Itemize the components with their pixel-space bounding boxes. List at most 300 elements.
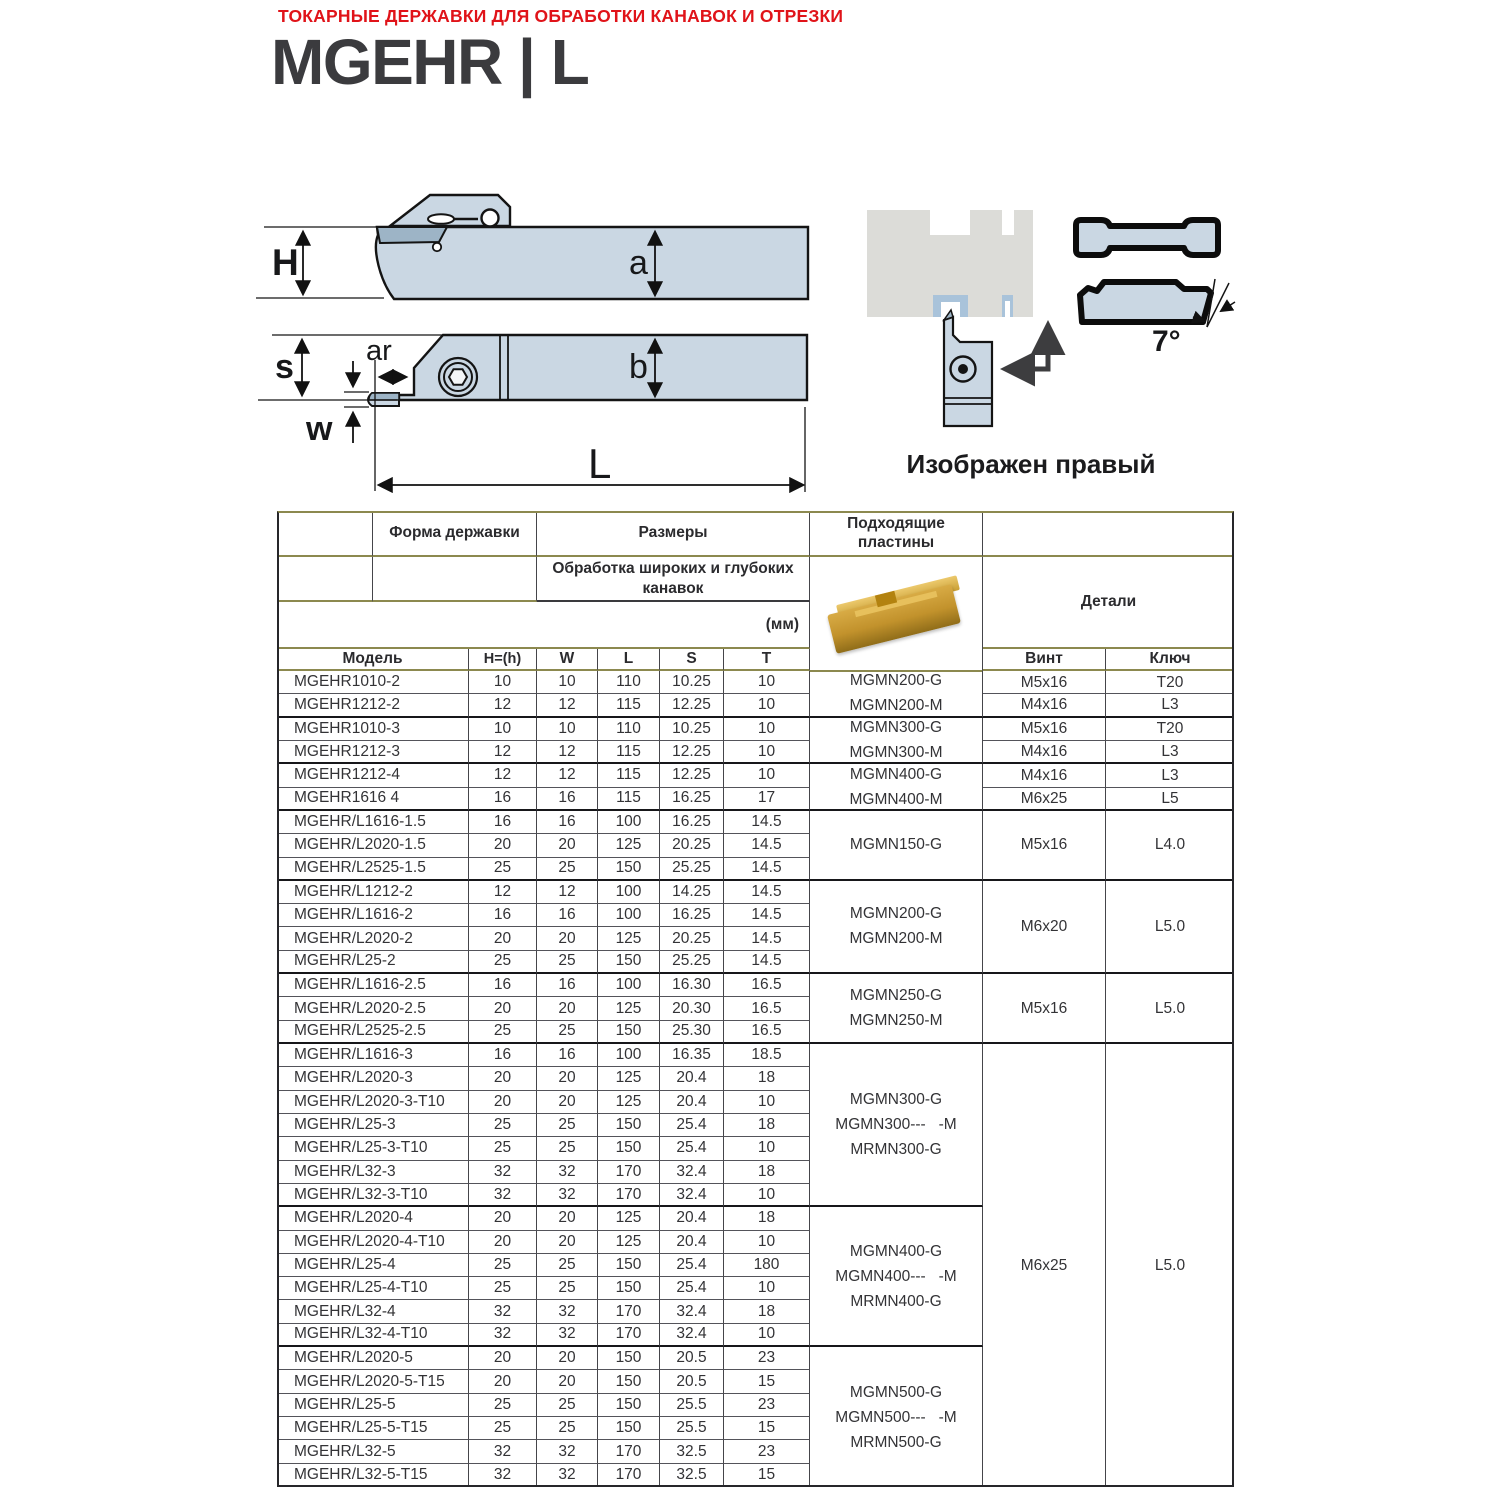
cell-s: 16.30: [660, 974, 724, 997]
cell-t: 14.5: [724, 834, 810, 857]
cell-model: MGEHR/L2020-4: [277, 1207, 469, 1230]
cell-w: 32: [537, 1440, 598, 1463]
cell-w: 20: [537, 834, 598, 857]
cell-w: 20: [537, 1207, 598, 1230]
cell-h: 25: [469, 1277, 537, 1300]
cell-model: MGEHR1212-4: [277, 764, 469, 787]
cell-t: 10: [724, 1277, 810, 1300]
cell-w: 20: [537, 1370, 598, 1393]
cell-l: 170: [598, 1161, 660, 1184]
screw-cell: M5x16: [983, 718, 1106, 741]
header-form: Форма державки: [373, 511, 537, 557]
cell-w: 20: [537, 1347, 598, 1370]
cell-h: 16: [469, 904, 537, 927]
cell-t: 18: [724, 1207, 810, 1230]
cell-t: 18: [724, 1300, 810, 1323]
cell-w: 16: [537, 788, 598, 811]
cell-h: 20: [469, 1207, 537, 1230]
plate-line: MGMN500--- -M: [835, 1408, 957, 1426]
cell-l: 125: [598, 1067, 660, 1090]
cell-t: 18: [724, 1161, 810, 1184]
cell-t: 18: [724, 1114, 810, 1137]
cell-model: MGEHR/L2020-4-T10: [277, 1231, 469, 1254]
cell-h: 12: [469, 881, 537, 904]
cell-w: 25: [537, 858, 598, 881]
cell-s: 25.5: [660, 1417, 724, 1440]
key-cell: L3: [1106, 764, 1234, 787]
cell-w: 12: [537, 881, 598, 904]
cell-l: 170: [598, 1324, 660, 1347]
cell-model: MGEHR/L1616-1.5: [277, 811, 469, 834]
cell-h: 12: [469, 694, 537, 717]
cell-h: 20: [469, 1231, 537, 1254]
dim-label-H: H: [272, 242, 299, 283]
dim-label-b: b: [629, 348, 648, 386]
cell-w: 25: [537, 1021, 598, 1044]
cell-model: MGEHR/L1616-3: [277, 1044, 469, 1067]
cell-s: 25.25: [660, 951, 724, 974]
plates-cell: [810, 718, 983, 765]
cell-t: 14.5: [724, 904, 810, 927]
cell-h: 25: [469, 1417, 537, 1440]
screw-cell: M6x25: [983, 788, 1106, 811]
key-cell: L3: [1106, 741, 1234, 764]
cell-model: MGEHR/L32-5: [277, 1440, 469, 1463]
cell-h: 32: [469, 1440, 537, 1463]
cell-l: 115: [598, 741, 660, 764]
dim-label-a: a: [629, 244, 648, 282]
plate-line: MGMN400--- -M: [835, 1267, 957, 1285]
cell-h: 25: [469, 1254, 537, 1277]
cell-s: 12.25: [660, 694, 724, 717]
cell-s: 20.5: [660, 1370, 724, 1393]
cell-s: 32.4: [660, 1161, 724, 1184]
cell-model: MGEHR1212-3: [277, 741, 469, 764]
cell-l: 125: [598, 1091, 660, 1114]
screw-cell: M6x20: [983, 881, 1106, 974]
cell-s: 32.4: [660, 1324, 724, 1347]
cell-l: 150: [598, 1277, 660, 1300]
cell-s: 14.25: [660, 881, 724, 904]
cell-l: 150: [598, 1394, 660, 1417]
cell-l: 150: [598, 1347, 660, 1370]
plates-cell: [810, 1347, 983, 1487]
key-cell: L4.0: [1106, 811, 1234, 881]
cell-t: 180: [724, 1254, 810, 1277]
cell-l: 125: [598, 1231, 660, 1254]
dim-label-ar: ar: [366, 335, 392, 367]
cell-t: 16.5: [724, 1021, 810, 1044]
cell-s: 25.25: [660, 858, 724, 881]
cell-h: 16: [469, 811, 537, 834]
header-s: S: [660, 649, 724, 671]
plate-line: MGMN400-G: [849, 765, 943, 783]
cell-l: 115: [598, 764, 660, 787]
cell-l: 170: [598, 1440, 660, 1463]
screw-cell: M5x16: [983, 671, 1106, 694]
screw-cell: M4x16: [983, 764, 1106, 787]
cell-t: 15: [724, 1370, 810, 1393]
dim-label-L: L: [588, 440, 612, 487]
header-details: Детали: [983, 557, 1234, 649]
header-model: Модель: [277, 649, 469, 671]
cell-model: MGEHR/L32-3: [277, 1161, 469, 1184]
cell-w: 16: [537, 974, 598, 997]
header-empty-cell: [373, 557, 537, 602]
spec-table: [277, 511, 1234, 1487]
cell-t: 10: [724, 1137, 810, 1160]
cell-w: 16: [537, 1044, 598, 1067]
cell-t: 10: [724, 741, 810, 764]
cell-w: 25: [537, 1394, 598, 1417]
cell-h: 10: [469, 718, 537, 741]
cell-w: 10: [537, 671, 598, 694]
cell-w: 25: [537, 1137, 598, 1160]
cell-h: 25: [469, 1114, 537, 1137]
cell-w: 12: [537, 764, 598, 787]
cell-model: MGEHR/L32-4-T10: [277, 1324, 469, 1347]
cell-model: MGEHR/L25-4-T10: [277, 1277, 469, 1300]
table-header: [277, 511, 1234, 671]
cell-s: 32.5: [660, 1440, 724, 1463]
cell-model: MGEHR/L2525-2.5: [277, 1021, 469, 1044]
cell-h: 32: [469, 1300, 537, 1323]
cell-model: MGEHR/L32-4: [277, 1300, 469, 1323]
plate-line: MGMN400-G: [849, 1242, 943, 1260]
cell-w: 20: [537, 1091, 598, 1114]
cell-model: MGEHR/L25-5-T15: [277, 1417, 469, 1440]
cell-s: 16.25: [660, 788, 724, 811]
plate-line: MRMN400-G: [850, 1292, 942, 1310]
cell-s: 20.30: [660, 997, 724, 1020]
plates-cell: [810, 764, 983, 811]
key-cell: T20: [1106, 718, 1234, 741]
screw-cell: M5x16: [983, 811, 1106, 881]
header-empty-cell: [277, 511, 373, 557]
cell-h: 12: [469, 764, 537, 787]
cell-l: 115: [598, 788, 660, 811]
screw-cell: M5x16: [983, 974, 1106, 1044]
header-sizes: Размеры: [537, 511, 810, 557]
cell-l: 150: [598, 1417, 660, 1440]
cell-s: 12.25: [660, 764, 724, 787]
cell-t: 10: [724, 1184, 810, 1207]
cell-l: 150: [598, 951, 660, 974]
plate-line: MGMN300-G: [849, 1091, 943, 1109]
cell-l: 125: [598, 927, 660, 950]
cell-s: 25.4: [660, 1137, 724, 1160]
cell-t: 10: [724, 1091, 810, 1114]
header-sub-sizes: Обработка широких и глубоких канавок: [537, 557, 810, 602]
cell-t: 14.5: [724, 951, 810, 974]
cell-w: 32: [537, 1300, 598, 1323]
header-screw: Винт: [983, 649, 1106, 671]
header-empty-cell: [277, 557, 373, 602]
plate-line: MGMN200-M: [849, 697, 943, 715]
cell-t: 17: [724, 788, 810, 811]
direction-arrows-icon: [1007, 327, 1048, 369]
cell-h: 25: [469, 1137, 537, 1160]
cell-w: 20: [537, 997, 598, 1020]
cell-model: MGEHR/L1616-2: [277, 904, 469, 927]
cell-s: 20.5: [660, 1347, 724, 1370]
cell-s: 25.4: [660, 1277, 724, 1300]
cell-h: 20: [469, 997, 537, 1020]
plate-line: MGMN500-G: [849, 1383, 943, 1401]
cell-t: 14.5: [724, 858, 810, 881]
cell-t: 14.5: [724, 881, 810, 904]
parting-tool-figure: [944, 310, 992, 426]
cell-t: 10: [724, 1324, 810, 1347]
cell-w: 20: [537, 927, 598, 950]
cell-l: 150: [598, 1137, 660, 1160]
plate-line: MGMN150-G: [849, 836, 943, 854]
cell-model: MGEHR1212-2: [277, 694, 469, 717]
cell-w: 16: [537, 904, 598, 927]
plates-cell: [810, 811, 983, 881]
table-body-grid: [277, 671, 1234, 1487]
cell-t: 14.5: [724, 811, 810, 834]
cell-l: 110: [598, 671, 660, 694]
cell-h: 32: [469, 1324, 537, 1347]
plate-line: MRMN300-G: [850, 1141, 942, 1159]
cell-l: 150: [598, 1021, 660, 1044]
screw-cell: M4x16: [983, 741, 1106, 764]
cell-l: 100: [598, 1044, 660, 1067]
cell-s: 20.4: [660, 1067, 724, 1090]
cell-model: MGEHR/L1616-2.5: [277, 974, 469, 997]
cell-model: MGEHR/L2020-2: [277, 927, 469, 950]
cell-model: MGEHR1616 4: [277, 788, 469, 811]
page-title: MGEHR | L: [271, 26, 589, 98]
page-tagline: ТОКАРНЫЕ ДЕРЖАВКИ ДЛЯ ОБРАБОТКИ КАНАВОК И ОТРЕЗКИ: [278, 6, 844, 26]
cell-model: MGEHR1010-2: [277, 671, 469, 694]
screw-cell: M6x25: [983, 1044, 1106, 1487]
cell-t: 23: [724, 1394, 810, 1417]
insert-top-figure: [1076, 220, 1218, 255]
cell-t: 18.5: [724, 1044, 810, 1067]
cell-w: 25: [537, 1417, 598, 1440]
cell-l: 100: [598, 974, 660, 997]
cell-w: 20: [537, 1231, 598, 1254]
cell-s: 20.4: [660, 1091, 724, 1114]
plate-line: MGMN200-M: [849, 930, 943, 948]
header-t: T: [724, 649, 810, 671]
cell-h: 20: [469, 1347, 537, 1370]
holder-top-view: [256, 195, 808, 299]
cell-w: 25: [537, 1114, 598, 1137]
cell-s: 12.25: [660, 741, 724, 764]
cell-w: 25: [537, 1254, 598, 1277]
cell-t: 15: [724, 1464, 810, 1487]
cell-s: 20.25: [660, 927, 724, 950]
key-cell: L5: [1106, 788, 1234, 811]
plates-cell: [810, 881, 983, 974]
plate-line: MGMN250-M: [849, 1012, 943, 1030]
cell-h: 20: [469, 1370, 537, 1393]
key-cell: T20: [1106, 671, 1234, 694]
cell-l: 125: [598, 834, 660, 857]
right-hand-caption: Изображен правый: [906, 449, 1156, 479]
cell-s: 16.25: [660, 904, 724, 927]
key-cell: L3: [1106, 694, 1234, 717]
cell-s: 20.4: [660, 1231, 724, 1254]
header-h: H=(h): [469, 649, 537, 671]
cell-l: 170: [598, 1464, 660, 1487]
plate-line: MGMN300--- -M: [835, 1116, 957, 1134]
cell-model: MGEHR1010-3: [277, 718, 469, 741]
plates-cell: [810, 974, 983, 1044]
plate-line: MGMN400-M: [849, 790, 943, 808]
cell-model: MGEHR/L25-3: [277, 1114, 469, 1137]
plates-cell: [810, 1044, 983, 1207]
cell-t: 10: [724, 718, 810, 741]
cell-model: MGEHR/L2020-5-T15: [277, 1370, 469, 1393]
relief-angle-label: 7°: [1152, 325, 1181, 358]
holder-bottom-view: [258, 335, 807, 492]
cell-t: 10: [724, 764, 810, 787]
cell-s: 25.5: [660, 1394, 724, 1417]
cell-t: 10: [724, 694, 810, 717]
cell-model: MGEHR/L32-3-T10: [277, 1184, 469, 1207]
insert-photo: [810, 557, 983, 672]
cell-l: 150: [598, 1370, 660, 1393]
key-cell: L5.0: [1106, 974, 1234, 1044]
cell-model: MGEHR/L32-5-T15: [277, 1464, 469, 1487]
plate-line: MRMN500-G: [850, 1433, 942, 1451]
cell-t: 18: [724, 1067, 810, 1090]
cell-model: MGEHR/L1212-2: [277, 881, 469, 904]
header-key: Ключ: [1106, 649, 1234, 671]
cell-s: 16.35: [660, 1044, 724, 1067]
cell-l: 125: [598, 997, 660, 1020]
cell-s: 10.25: [660, 671, 724, 694]
plates-cell: [810, 671, 983, 718]
plates-cell: [810, 1207, 983, 1347]
cell-model: MGEHR/L2525-1.5: [277, 858, 469, 881]
cell-h: 20: [469, 1067, 537, 1090]
cell-l: 100: [598, 904, 660, 927]
cell-l: 100: [598, 811, 660, 834]
cell-w: 20: [537, 1067, 598, 1090]
cell-t: 23: [724, 1440, 810, 1463]
cell-model: MGEHR/L2020-2.5: [277, 997, 469, 1020]
cell-model: MGEHR/L2020-1.5: [277, 834, 469, 857]
cell-h: 25: [469, 858, 537, 881]
cell-w: 32: [537, 1324, 598, 1347]
cell-s: 16.25: [660, 811, 724, 834]
cell-s: 32.4: [660, 1300, 724, 1323]
cell-w: 25: [537, 951, 598, 974]
header-units: (мм): [277, 602, 810, 649]
cell-w: 10: [537, 718, 598, 741]
cell-s: 25.4: [660, 1114, 724, 1137]
cell-h: 20: [469, 834, 537, 857]
cell-s: 10.25: [660, 718, 724, 741]
cell-l: 150: [598, 1114, 660, 1137]
cell-h: 16: [469, 788, 537, 811]
cell-l: 170: [598, 1184, 660, 1207]
cell-h: 16: [469, 974, 537, 997]
cell-s: 32.5: [660, 1464, 724, 1487]
plate-line: MGMN250-G: [849, 987, 943, 1005]
plate-line: MGMN300-M: [849, 743, 943, 761]
cell-s: 25.30: [660, 1021, 724, 1044]
cell-h: 20: [469, 927, 537, 950]
cell-h: 25: [469, 951, 537, 974]
cell-model: MGEHR/L25-4: [277, 1254, 469, 1277]
cell-t: 16.5: [724, 974, 810, 997]
technical-drawing: [0, 155, 1500, 505]
cell-h: 16: [469, 1044, 537, 1067]
header-plates: Подходящие пластины: [810, 511, 983, 557]
cell-l: 170: [598, 1300, 660, 1323]
workpiece-figure: [867, 210, 1033, 317]
dim-label-s: s: [275, 348, 294, 386]
cell-h: 32: [469, 1184, 537, 1207]
cell-h: 12: [469, 741, 537, 764]
key-cell: L5.0: [1106, 881, 1234, 974]
cell-l: 150: [598, 858, 660, 881]
key-cell: L5.0: [1154, 1257, 1186, 1274]
cell-model: MGEHR/L2020-5: [277, 1347, 469, 1370]
header-l: L: [598, 649, 660, 671]
cell-h: 20: [469, 1091, 537, 1114]
cell-model: MGEHR/L25-3-T10: [277, 1137, 469, 1160]
cell-t: 15: [724, 1417, 810, 1440]
cell-l: 150: [598, 1254, 660, 1277]
cell-s: 20.4: [660, 1207, 724, 1230]
cell-h: 10: [469, 671, 537, 694]
insert-side-figure: [1080, 279, 1235, 327]
cell-t: 10: [724, 671, 810, 694]
cell-model: MGEHR/L2020-3-T10: [277, 1091, 469, 1114]
cell-t: 23: [724, 1347, 810, 1370]
cell-w: 32: [537, 1184, 598, 1207]
screw-cell: M4x16: [983, 694, 1106, 717]
cell-model: MGEHR/L2020-3: [277, 1067, 469, 1090]
cell-l: 115: [598, 694, 660, 717]
cell-t: 14.5: [724, 927, 810, 950]
cell-l: 125: [598, 1207, 660, 1230]
cell-h: 25: [469, 1394, 537, 1417]
cell-h: 25: [469, 1021, 537, 1044]
header-empty-right-cell: [983, 511, 1234, 557]
cell-model: MGEHR/L25-2: [277, 951, 469, 974]
cell-w: 32: [537, 1464, 598, 1487]
cell-w: 16: [537, 811, 598, 834]
cell-w: 25: [537, 1277, 598, 1300]
cell-t: 16.5: [724, 997, 810, 1020]
plate-line: MGMN200-G: [849, 672, 943, 690]
cell-s: 32.4: [660, 1184, 724, 1207]
cell-h: 32: [469, 1464, 537, 1487]
cell-t: 10: [724, 1231, 810, 1254]
cell-w: 12: [537, 741, 598, 764]
cell-s: 20.25: [660, 834, 724, 857]
header-w: W: [537, 649, 598, 671]
cell-model: MGEHR/L25-5: [277, 1394, 469, 1417]
plate-line: MGMN200-G: [849, 905, 943, 923]
cell-s: 25.4: [660, 1254, 724, 1277]
cell-w: 12: [537, 694, 598, 717]
dim-label-w: w: [306, 410, 333, 448]
plate-line: MGMN300-G: [849, 718, 943, 736]
cell-w: 32: [537, 1161, 598, 1184]
cell-h: 32: [469, 1161, 537, 1184]
cell-l: 110: [598, 718, 660, 741]
cell-l: 100: [598, 881, 660, 904]
